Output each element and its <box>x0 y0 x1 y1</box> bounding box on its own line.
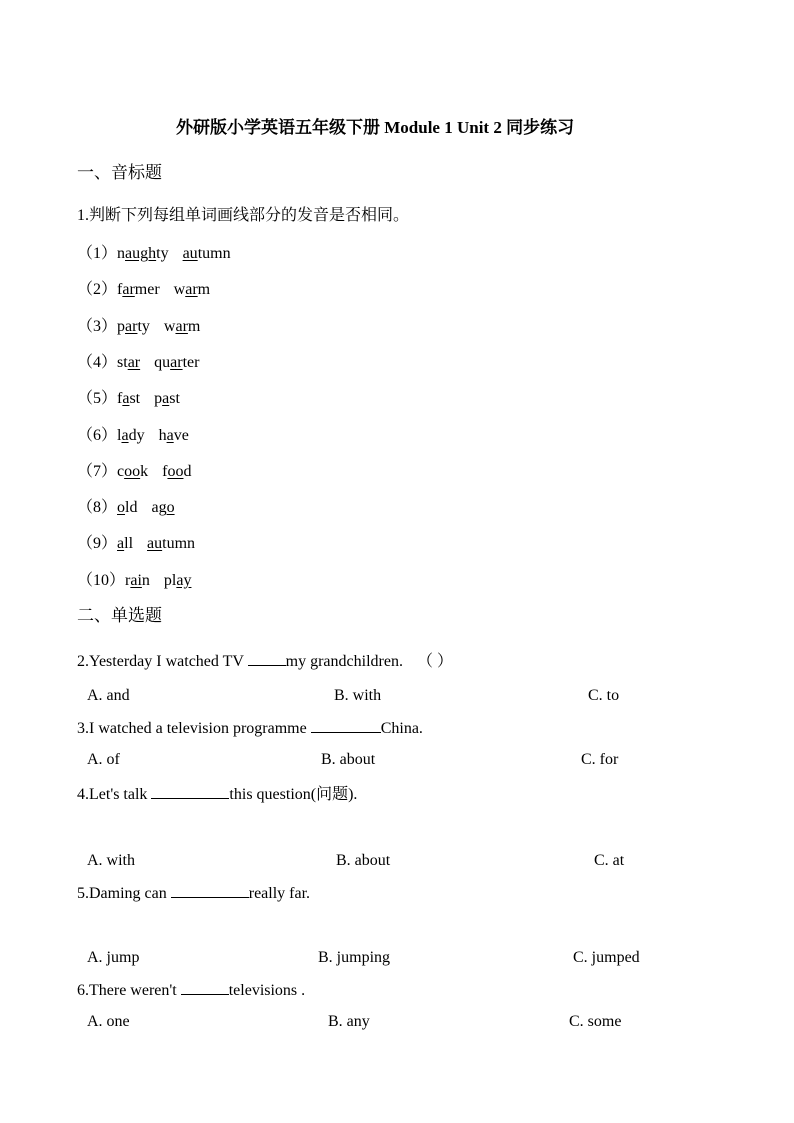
word-part: f <box>117 281 123 298</box>
phonics-word <box>162 463 191 480</box>
phonics-word <box>164 572 192 589</box>
word-part: qu <box>154 354 171 371</box>
underlined-letters: augh <box>125 245 157 262</box>
question-4 <box>77 784 357 805</box>
option-b: B. about <box>336 852 391 869</box>
phonics-word <box>117 535 133 552</box>
word-part: n <box>141 572 150 589</box>
word-part: pl <box>163 572 177 589</box>
word-part: st <box>129 390 141 407</box>
underlined-letters: ar <box>170 354 183 371</box>
item-number: （4） <box>77 354 118 371</box>
underlined-letters: oo <box>167 463 184 480</box>
word-part: m <box>197 281 211 298</box>
word-part: tumn <box>197 245 231 262</box>
option-a: A. one <box>87 1013 130 1030</box>
phonics-word <box>154 390 180 407</box>
word-part: tumn <box>162 535 196 552</box>
underlined-letters: o <box>166 499 175 516</box>
phonics-item <box>77 244 231 264</box>
item-number: （6） <box>77 427 118 444</box>
word-part: ve <box>173 427 189 444</box>
item-number: （3） <box>77 318 118 335</box>
answer-blank[interactable] <box>171 883 249 898</box>
phonics-word <box>117 463 148 480</box>
question-2-stem-end: my grandchildren. <box>285 653 403 670</box>
question-4-stem-end: this question(问题). <box>229 786 358 803</box>
question-5 <box>77 883 310 904</box>
option-b: B. about <box>321 751 376 768</box>
phonics-word <box>147 535 195 552</box>
phonics-word <box>154 354 199 371</box>
phonics-item <box>77 353 199 373</box>
section-heading-phonics: 一、音标题 <box>77 163 162 182</box>
question-3-stem-end: China. <box>380 720 423 737</box>
option-a: A. jump <box>87 949 140 966</box>
underlined-letters: ar <box>175 318 188 335</box>
question-5-stem-end: really far. <box>248 885 311 902</box>
question-1-text: 1.判断下列每组单词画线部分的发音是否相同。 <box>77 207 410 224</box>
phonics-word <box>159 427 189 444</box>
word-part: c <box>117 463 125 480</box>
word-part: l <box>117 427 122 444</box>
phonics-item <box>77 462 191 482</box>
word-part: p <box>117 318 126 335</box>
phonics-word <box>174 281 210 298</box>
underlined-letters: ay <box>176 572 192 589</box>
answer-blank[interactable] <box>181 980 229 995</box>
word-part: st <box>169 390 180 407</box>
page-title: 外研版小学英语五年级下册 Module 1 Unit 2 同步练习 <box>176 118 575 137</box>
question-2-stem: 2.Yesterday I watched TV <box>77 653 248 670</box>
phonics-word <box>117 499 137 516</box>
word-part: ter <box>182 354 200 371</box>
underlined-letters: a <box>162 390 170 407</box>
word-part: ty <box>137 318 150 335</box>
phonics-item <box>77 280 210 300</box>
word-part: w <box>163 318 176 335</box>
phonics-word <box>117 281 160 298</box>
phonics-word <box>117 427 145 444</box>
word-part: f <box>117 390 123 407</box>
phonics-word <box>117 318 150 335</box>
option-c: C. for <box>581 751 619 768</box>
item-number: （8） <box>77 499 118 516</box>
option-c: C. at <box>594 852 625 869</box>
phonics-item <box>77 534 195 554</box>
word-part: n <box>117 245 126 262</box>
word-part: ld <box>125 499 138 516</box>
underlined-letters: ar <box>125 318 138 335</box>
underlined-letters: au <box>147 535 163 552</box>
option-a: A. with <box>87 852 135 869</box>
phonics-word <box>164 318 200 335</box>
underlined-letters: ai <box>130 572 142 589</box>
item-number: （9） <box>77 535 118 552</box>
answer-bracket: （ ） <box>416 653 453 670</box>
phonics-item <box>77 426 189 446</box>
section-heading-choice: 二、单选题 <box>77 606 162 625</box>
phonics-word <box>125 572 150 589</box>
underlined-letters: ar <box>122 281 135 298</box>
word-part: st <box>117 354 128 371</box>
option-b: B. with <box>334 687 382 704</box>
answer-blank[interactable] <box>248 651 286 666</box>
option-b: B. jumping <box>318 949 391 966</box>
phonics-item <box>77 389 180 409</box>
item-number: （7） <box>77 463 118 480</box>
phonics-word <box>117 390 140 407</box>
word-part: m <box>187 318 201 335</box>
word-part: p <box>154 390 163 407</box>
underlined-letters: ar <box>185 281 198 298</box>
option-c: C. some <box>569 1013 622 1030</box>
underlined-letters: oo <box>124 463 141 480</box>
word-part: d <box>183 463 192 480</box>
underlined-letters: o <box>117 499 126 516</box>
phonics-item <box>77 317 200 337</box>
underlined-letters: ar <box>127 354 141 371</box>
underlined-letters: au <box>182 245 198 262</box>
question-6-stem-end: televisions . <box>228 982 306 999</box>
question-5-stem: 5.Daming can <box>77 885 171 902</box>
phonics-word <box>183 245 231 262</box>
phonics-word <box>117 354 140 371</box>
option-b: B. any <box>328 1013 370 1030</box>
word-part: ag <box>151 499 167 516</box>
underlined-letters: a <box>117 535 125 552</box>
option-a: A. and <box>87 687 130 704</box>
word-part: ll <box>124 535 134 552</box>
underlined-letters: a <box>121 427 129 444</box>
underlined-letters: a <box>166 427 174 444</box>
phonics-item <box>77 498 175 518</box>
answer-blank[interactable] <box>151 784 229 799</box>
question-3-stem: 3.I watched a television programme <box>77 720 311 737</box>
word-part: dy <box>128 427 145 444</box>
phonics-word <box>117 245 169 262</box>
word-part: r <box>125 572 131 589</box>
word-part: mer <box>134 281 160 298</box>
word-part: k <box>140 463 149 480</box>
item-number: （5） <box>77 390 118 407</box>
option-c: C. jumped <box>573 949 640 966</box>
question-6-stem: 6.There weren't <box>77 982 181 999</box>
question-3 <box>77 718 423 739</box>
item-number: （2） <box>77 281 118 298</box>
item-number: （1） <box>77 245 118 262</box>
question-2 <box>77 651 453 672</box>
phonics-word <box>151 499 174 516</box>
phonics-item <box>77 571 191 591</box>
word-part: w <box>173 281 186 298</box>
word-part: f <box>162 463 168 480</box>
option-c: C. to <box>588 687 620 704</box>
underlined-letters: a <box>122 390 130 407</box>
option-a: A. of <box>87 751 120 768</box>
answer-blank[interactable] <box>311 718 381 733</box>
question-6 <box>77 980 305 1001</box>
question-4-stem: 4.Let's talk <box>77 786 152 803</box>
item-number: （10） <box>77 572 126 589</box>
word-part: ty <box>156 245 169 262</box>
word-part: h <box>158 427 167 444</box>
